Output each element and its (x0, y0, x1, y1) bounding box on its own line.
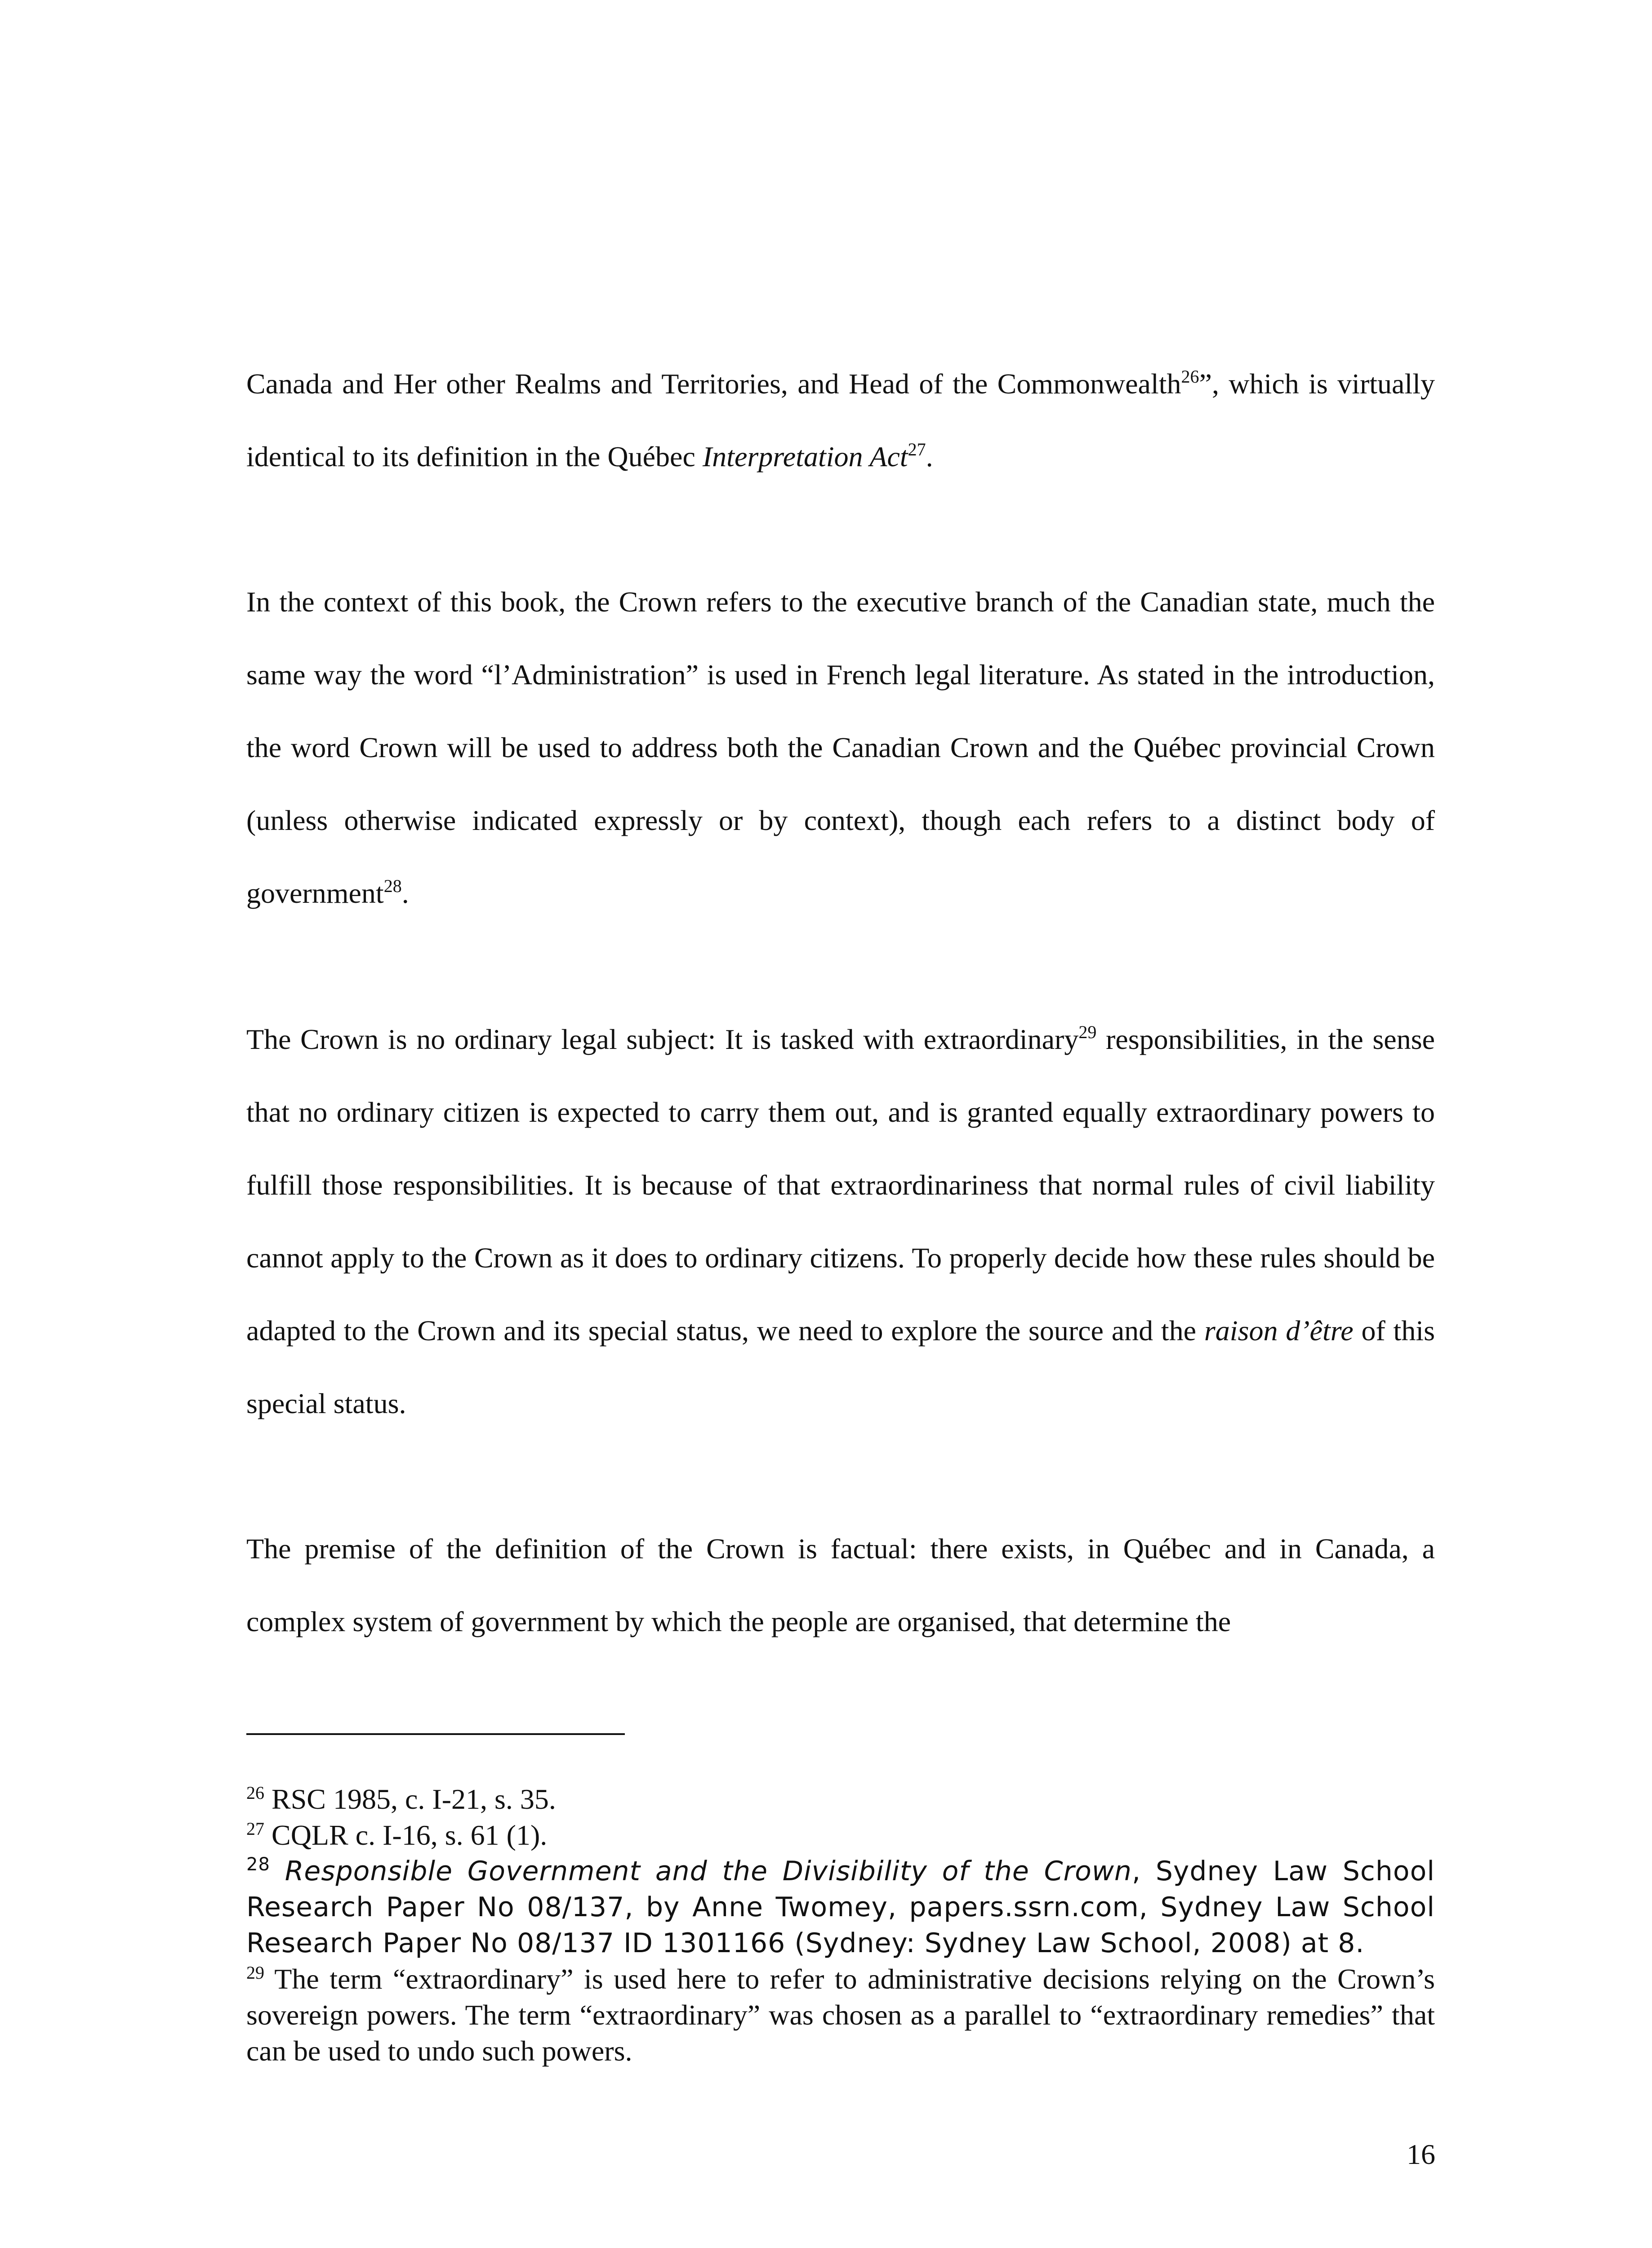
footnote-29 (246, 1961, 1435, 2069)
footnote-text: The term “extraordinary” is used here to refer to administrative decisions relying on the Crown’s sovereign powers. The term “extraordinary” was chosen as a parallel to “extraordinary remedies” that can be used to undo such powers. (246, 1963, 1435, 2067)
footnote-26 (246, 1781, 1435, 1817)
paragraph-continuation (246, 348, 1435, 493)
text: of this special status. (246, 1315, 1435, 1419)
text: The premise of the definition of the Crown is factual: there exists, in Québec and in Canada, a complex system of government by which the people are organised, that determine the (246, 1533, 1435, 1637)
text: Canada and Her other Realms and Territories, and Head of the Commonwealth (246, 368, 1181, 400)
text: . (401, 877, 409, 909)
text: In the context of this book, the Crown refers to the executive branch of the Canadian state, much the same way the word “l’Administration” is used in French legal literature. As stated in the introduction, the word Crown will be used to address both the Canadian Crown and the Québec provincial Crown (unless otherwise indicated expressly or by context), though each refers to a distinct body of government (246, 586, 1435, 909)
footnote-number: 26 (246, 1783, 264, 1803)
footnote-ref-27[interactable]: 27 (908, 439, 926, 459)
footnote-divider (246, 1733, 625, 1735)
footnote-number: 28 (246, 1854, 270, 1875)
footnote-28 (246, 1853, 1435, 1961)
footnote-number: 29 (246, 1963, 264, 1983)
footnotes (246, 1781, 1435, 2069)
italic-phrase: raison d’être (1204, 1315, 1354, 1347)
paragraph-legal-subject (246, 1003, 1435, 1440)
footnote-ref-26[interactable]: 26 (1181, 366, 1199, 387)
footnote-cited-title: Responsible Government and the Divisibility of the Crown (285, 1855, 1132, 1887)
footnote-text: CQLR c. I-16, s. 61 (1). (264, 1819, 548, 1851)
text: The Crown is no ordinary legal subject: It is tasked with extraordinary (246, 1023, 1079, 1055)
act-title: Interpretation Act (702, 441, 908, 473)
footnote-text: RSC 1985, c. I-21, s. 35. (264, 1783, 556, 1815)
footnote-ref-28[interactable]: 28 (383, 876, 402, 896)
footnote-text: , Sydney Law School Research Paper No 08/137, by Anne Twomey, papers.ssrn.com, Sydney Law School Research Paper No 08/137 ID 1301166 (Sydney: Sydney Law School, 2008) at 8. (246, 1855, 1435, 1959)
text: responsibilities, in the sense that no ordinary citizen is expected to carry them out, and is granted equally extraordinary powers to fulfill those responsibilities. It is because of that extraordinariness that normal rules of civil liability cannot apply to the Crown as it does to ordinary citizens. To properly decide how these rules should be adapted to the Crown and its special status, we need to explore the source and the (246, 1023, 1435, 1347)
text: . (926, 441, 933, 473)
text: ”, which is virtually identical to its definition in the Québec (246, 368, 1435, 473)
page-number: 16 (1407, 2138, 1435, 2170)
paragraph-premise (246, 1512, 1435, 1658)
footnote-number: 27 (246, 1819, 264, 1839)
paragraph-crown-context (246, 566, 1435, 930)
footnote-27 (246, 1817, 1435, 1853)
footnote-ref-29[interactable]: 29 (1078, 1022, 1097, 1042)
